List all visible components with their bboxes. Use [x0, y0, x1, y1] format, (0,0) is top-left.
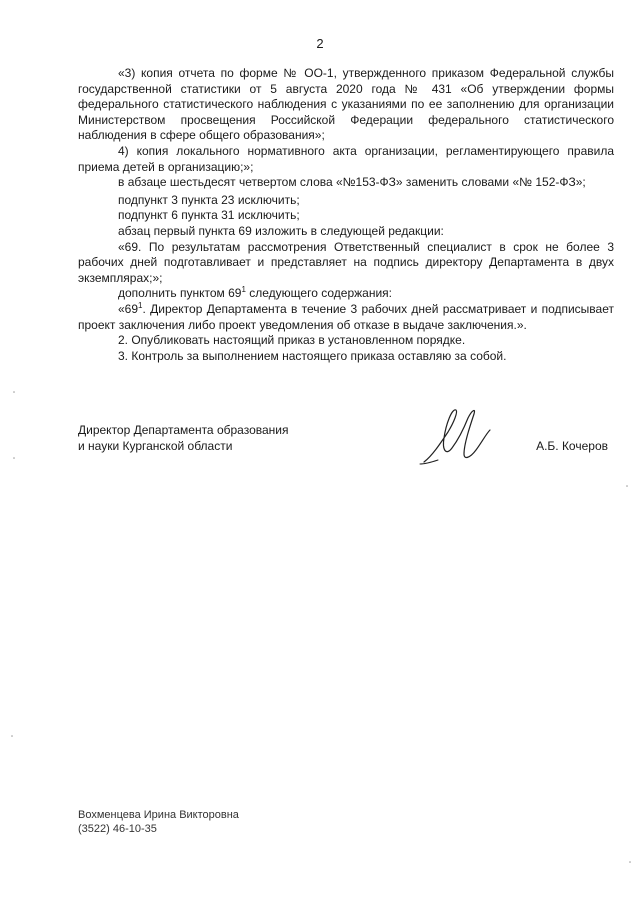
paragraph-control: 3. Контроль за выполнением настоящего приказа оставляю за собой.	[118, 348, 507, 363]
paragraph-subpoint-31: подпункт 6 пункта 31 исключить;	[118, 208, 300, 223]
paragraph-point-69: «69. По результатам рассмотрения Ответственный специалист в срок не более 3 рабочих дней подготавливает и представляет на подпись директору Департамента в двух экземплярах;»;	[78, 239, 614, 285]
scan-speck	[629, 861, 631, 863]
scan-speck	[11, 735, 13, 737]
paragraph-subpoint-23: подпункт 3 пункта 23 исключить;	[118, 192, 300, 207]
point-69-1-text: . Директор Департамента в течение 3 рабочих дней рассматривает и подписывает проект заключения либо проект уведомления об отказе в выдаче заключения.».	[78, 301, 614, 332]
paragraph-item-3: «3) копия отчета по форме № ОО-1, утвержденного приказом Федеральной службы государственной статистики от 5 августа 2020 года № 431 «Об утверждении формы федерального статистического наблюдения с указаниями по ее заполнению для организации Министерством просвещения Российской Федерации федерального статистического наблюдения в сфере общего образования»;	[78, 66, 614, 143]
executor-name: Вохменцева Ирина Викторовна	[78, 809, 239, 821]
add-69-1-sup: 1	[241, 285, 246, 295]
paragraph-abzac-64: в абзаце шестьдесят четвертом слова «№153-ФЗ» заменить словами «№ 152-ФЗ»;	[118, 175, 586, 190]
scan-speck	[13, 391, 15, 393]
point-69-1-sup: 1	[138, 300, 143, 310]
signatory-title-line-2: и науки Курганской области	[78, 439, 233, 453]
scan-speck	[626, 485, 628, 487]
page-number: 2	[316, 36, 324, 51]
add-69-1-tail: следующего содержания:	[245, 286, 392, 301]
scan-speck	[13, 457, 15, 459]
signatory-name: А.Б. Кочеров	[536, 439, 608, 453]
paragraph-abzac-69: абзац первый пункта 69 изложить в следующей редакции:	[118, 223, 444, 238]
paragraph-item-4: 4) копия локального нормативного акта организации, регламентирующего правила приема детей в организацию;»;	[78, 143, 614, 174]
signatory-title-line-1: Директор Департамента образования	[78, 423, 289, 437]
add-69-1-text: дополнить пунктом 69	[118, 286, 242, 301]
point-69-1-open: «69	[118, 301, 139, 316]
executor-phone: (3522) 46-10-35	[78, 823, 157, 835]
paragraph-publish: 2. Опубликовать настоящий приказ в установленном порядке.	[118, 333, 466, 348]
